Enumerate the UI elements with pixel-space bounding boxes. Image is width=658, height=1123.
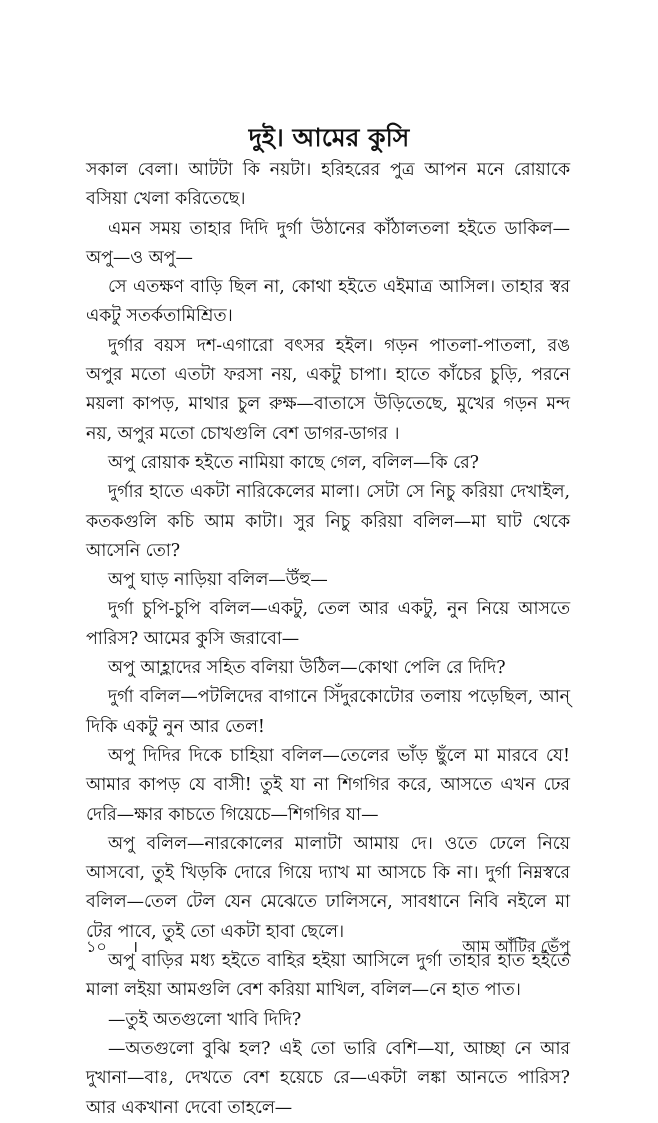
paragraph: দুর্গা বলিল—পটলিদের বাগানে সিঁদুরকোটোর তলায় পড়েছিল, আন্ দিকি একটু নুন আর তেল! [86,687,570,737]
paragraph: দুর্গার হাতে একটা নারিকেলের মালা। সেটা সে নিচু করিয়া দেখাইল, কতকগুলি কচি আম কাটা। সুর নিচু করিয়া বলিল—মা ঘাট থেকে আসেনি তো? [86,482,570,561]
paragraph: অপু আহ্লাদের সহিত বলিয়া উঠিল—কোথা পেলি রে দিদি? [108,658,506,679]
chapter-title: দুই। আমের কুসি [248,122,410,152]
paragraph: দুর্গা চুপি-চুপি বলিল—একটু, তেল আর একটু, নুন নিয়ে আসতে পারিস? আমের কুসি জরাবো— [86,599,570,649]
page-number: ১০ [86,937,107,956]
paragraph: সকাল বেলা। আটটা কি নয়টা। হরিহরের পুত্র আপন মনে রোয়াকে বসিয়া খেলা করিতেছে। [86,160,570,210]
paragraph: —অতগুলো বুঝি হল? এই তো ভারি বেশি—যা, আচ্ছা নে আর দুখানা—বাঃ, দেখতে বেশ হয়েচে রে—একটা লঙ্কা আনতে পারিস? আর একখানা দেবো তাহলে— [86,1038,570,1118]
paragraph: অপু দিদির দিকে চাহিয়া বলিল—তেলের ভাঁড় ছুঁলে মা মারবে যে! আমার কাপড় যে বাসী! তুই যা না শিগগির করে, আসতে এখন ঢের দেরি—ক্ষার কাচতে গিয়েচে—শিগগির যা— [86,745,570,825]
footer-divider: । [132,937,139,956]
paragraph: অপু বাড়ির মধ্য হইতে বাহির হইয়া আসিলে দুর্গা তাহার হাত হইতে মালা লইয়া আমগুলি বেশ করিয়া মাখিল, বলিল—নে হাত পাত। [86,951,570,1001]
paragraph: সে এতক্ষণ বাড়ি ছিল না, কোথা হইতে এইমাত্র আসিল। তাহার স্বর একটু সতর্কতামিশ্রিত। [86,277,570,327]
body-text [86,156,570,1123]
paragraph: এমন সময় তাহার দিদি দুর্গা উঠানের কাঁঠালতলা হইতে ডাকিল—অপু—ও অপু— [86,218,570,268]
paragraph: অপু ঘাড় নাড়িয়া বলিল—উঁহু— [108,570,328,591]
paragraph: —তুই অতগুলো খাবি দিদি? [108,1009,302,1030]
paragraph: দুর্গার বয়স দশ-এগারো বৎসর হইল। গড়ন পাতলা-পাতলা, রঙ অপুর মতো এতটা ফরসা নয়, একটু চাপা। হাতে কাঁচের চুড়ি, পরনে ময়লা কাপড়, মাথার চুল রুক্ষ—বাতাসে উড়িতেছে, মুখের গড়ন মন্দ নয়, অপুর মতো চোখগুলি বেশ ডাগর-ডাগর । [86,335,570,444]
paragraph: অপু বলিল—নারকোলের মালাটা আমায় দে। ওতে ঢেলে নিয়ে আসবো, তুই খিড়কি দোরে গিয়ে দ্যাখ মা আসচে কি না। দুর্গা নিম্নস্বরে বলিল—তেল টেল যেন মেঝেতে ঢালিসনে, সাবধানে নিবি নইলে মা টের পাবে, তুই তো একটা হাবা ছেলে। [86,833,570,942]
running-title: আম আঁটির ভেঁপু [462,937,570,956]
paragraph: অপু রোয়াক হইতে নামিয়া কাছে গেল, বলিল—কি রে? [108,452,479,473]
page-footer [86,934,570,960]
